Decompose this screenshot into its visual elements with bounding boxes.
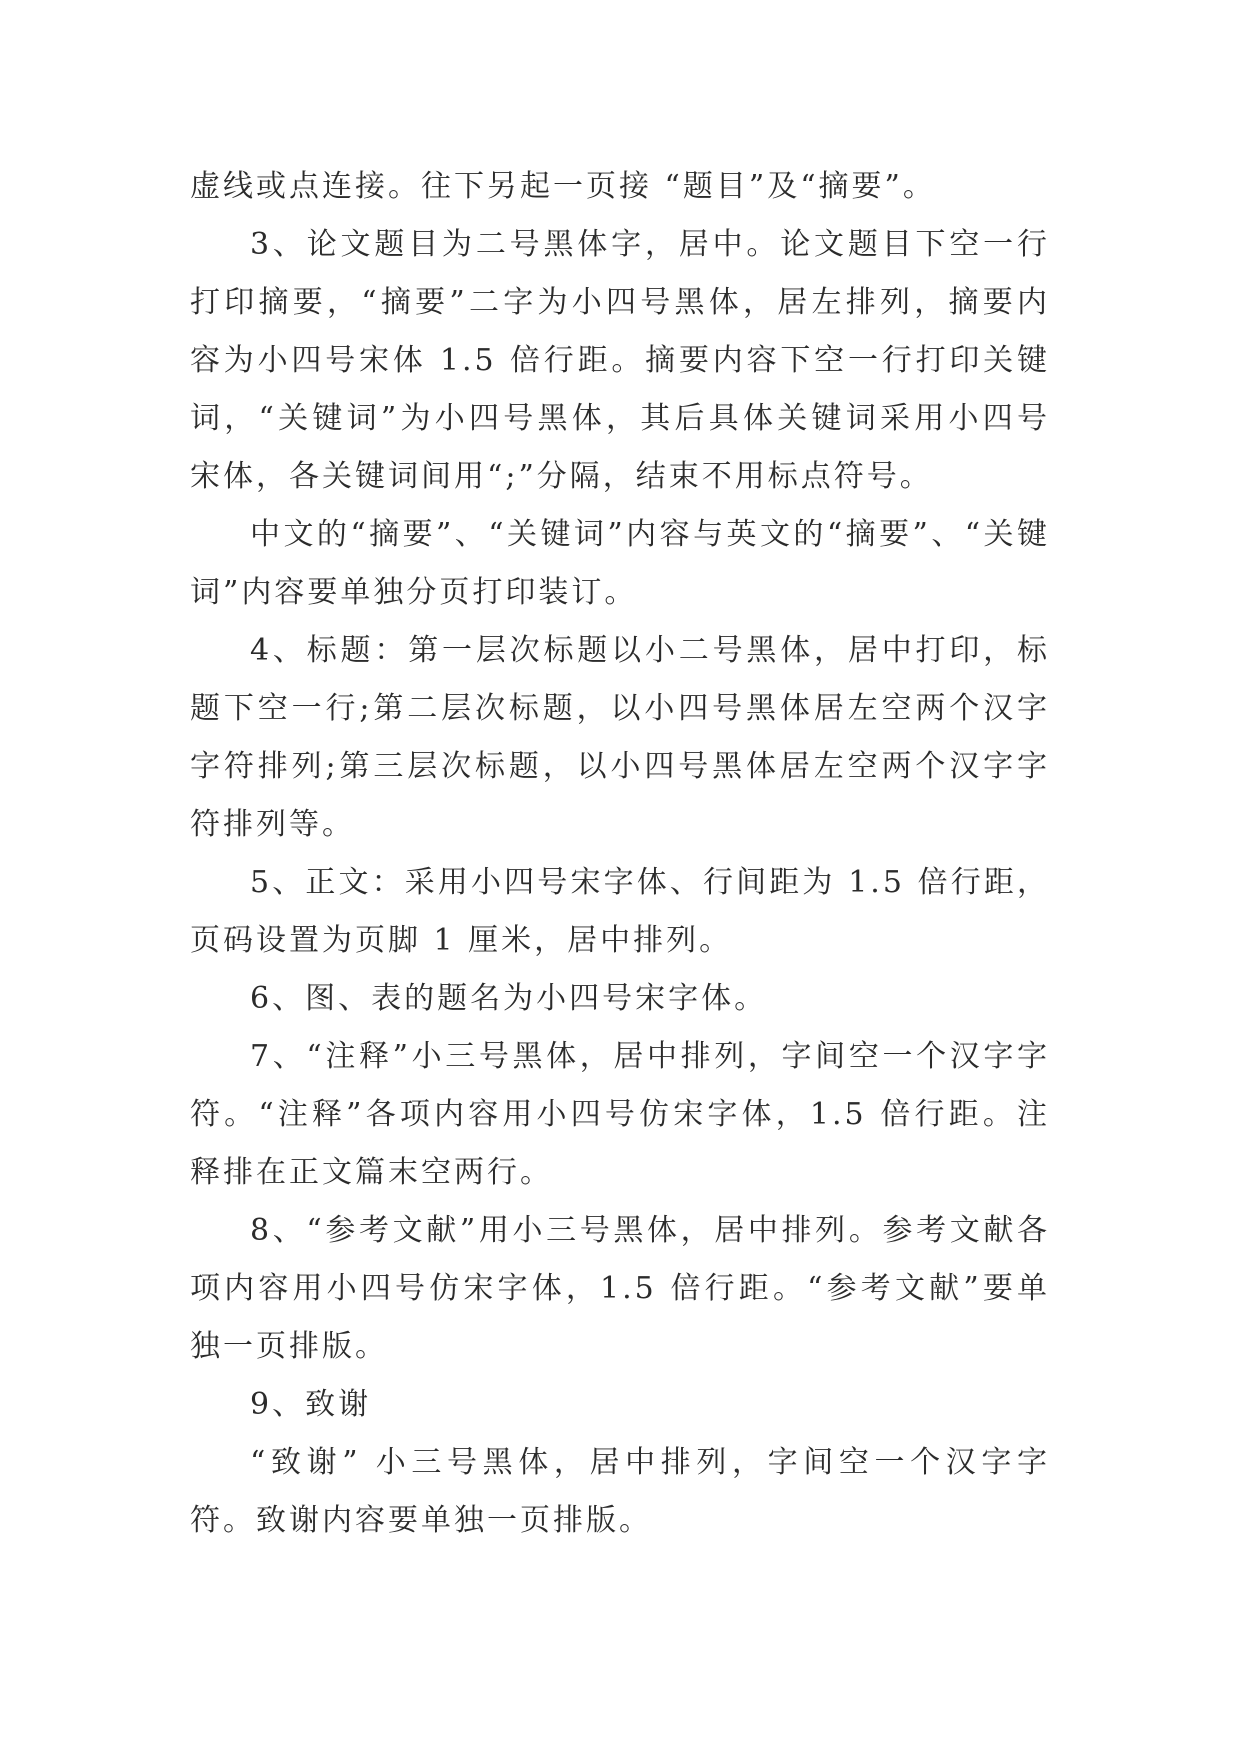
paragraph-acknowledgement: “致谢” 小三号黑体，居中排列，字间空一个汉字字符。致谢内容要单独一页排版。 [190, 1445, 1050, 1538]
paragraph-item-9-heading: 9、致谢 [250, 1387, 372, 1422]
paragraph-item-6-figures-tables: 6、图、表的题名为小四号宋字体。 [250, 981, 768, 1016]
paragraph-item-3-title-abstract: 3、论文题目为二号黑体字，居中。论文题目下空一行打印摘要，“摘要”二字为小四号黑体，居左排列，摘要内容为小四号宋体 1.5 倍行距。摘要内容下空一行打印关键词，“关键词”为小四号黑体，其后具体关键词采用小四号宋体，各关键词间用“;”分隔，结束不用标点符号。 [190, 227, 1050, 494]
paragraph-item-5-body-text: 5、正文：采用小四号宋字体、行间距为 1.5 倍行距，页码设置为页脚 1 厘米，居中排列。 [190, 865, 1050, 958]
paragraph-item-7-notes: 7、“注释”小三号黑体，居中排列，字间空一个汉字字符。“注释”各项内容用小四号仿宋字体，1.5 倍行距。注释排在正文篇末空两行。 [190, 1039, 1050, 1190]
paragraph-item-8-references: 8、“参考文献”用小三号黑体，居中排列。参考文献各项内容用小四号仿宋字体，1.5 倍行距。“参考文献”要单独一页排版。 [190, 1213, 1050, 1364]
paragraph-item-4-headings: 4、标题：第一层次标题以小二号黑体，居中打印，标题下空一行;第二层次标题，以小四号黑体居左空两个汉字字符排列;第三层次标题，以小四号黑体居左空两个汉字字符排列等。 [190, 633, 1050, 842]
document-body [190, 158, 1050, 1550]
paragraph-continuation: 虚线或点连接。往下另起一页接 “题目”及“摘要”。 [190, 169, 936, 204]
paragraph-abstract-binding: 中文的“摘要”、“关键词”内容与英文的“摘要”、“关键词”内容要单独分页打印装订。 [190, 517, 1050, 610]
